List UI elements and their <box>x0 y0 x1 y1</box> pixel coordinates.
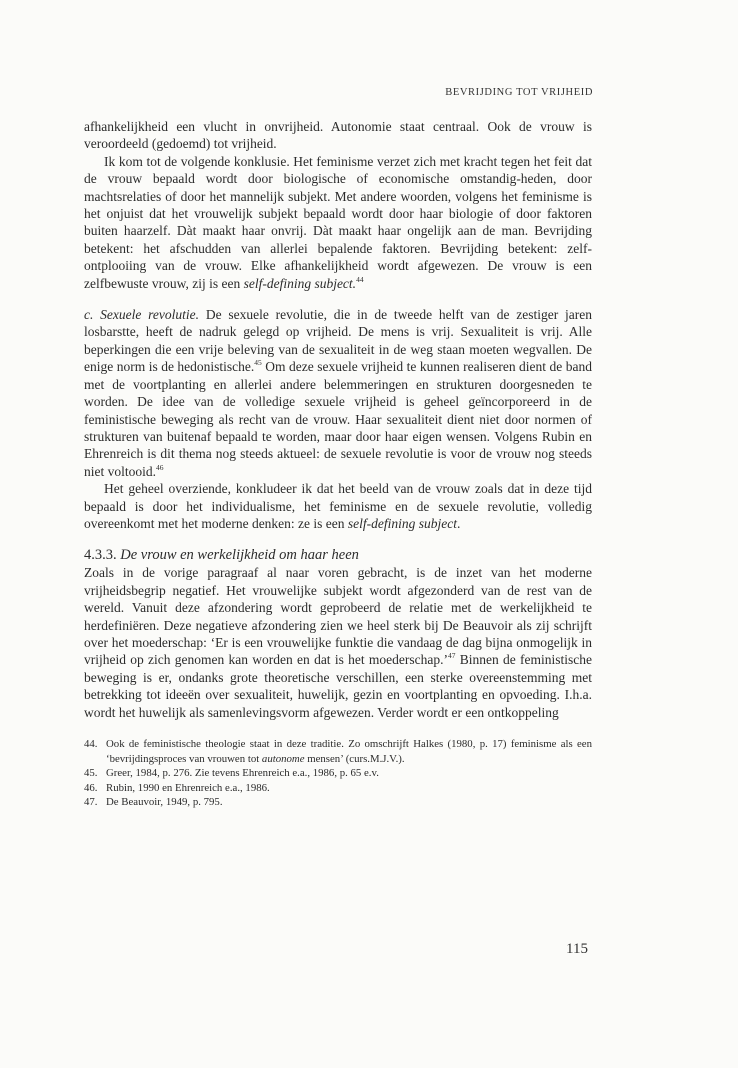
paragraph-1: afhankelijkheid een vlucht in onvrijheid. Autonomie staat centraal. Ook de vrouw is veroordeeld (gedoemd) tot vrijheid. <box>84 119 592 152</box>
paragraph-5: Zoals in de vorige paragraaf al naar voren gebracht, is de inzet van het moderne vrijheidsbegrip negatief. Het vrouwelijke subjekt wordt afgezonderd van de rest van de wereld. Vanuit deze afzondering wordt geprobeerd de relatie met de werkelijkheid te herdefiniëren. Deze negatieve afzondering zien we heel sterk bij De Beauvoir als zij schrijft over het moederschap: ‘Er is een vrouwelijke funktie die vandaag de dag bijna onmogelijk in vrijheid op zich genomen kan worden en dat is het moederschap.’$^{47}$ Binnen de feministische beweging is er, ondanks grote theoretische verschillen, een sterke overeenstemming met betrekking tot ideeën over sexualiteit, huwelijk, gezin en voortplanting en opvoeding. I.h.a. wordt het huwelijk als samenlevingsvorm afgewezen. Verder wordt er een ontkoppeling <box>84 565 592 720</box>
page-body <box>84 118 592 810</box>
page-number: 115 <box>566 941 588 957</box>
footnote-ref-45[interactable]: 45 <box>254 358 262 368</box>
footnote-ref-44[interactable]: 44 <box>356 274 364 284</box>
running-header: BEVRIJDING TOT VRIJHEID <box>445 87 593 98</box>
footnote-44: 44. Ook de feministische theologie staat in deze traditie. Zo omschrijft Halkes (1980, p. 17) feminisme als een ‘bevrijdingsproces van vrouwen tot autonome mensen’ (curs.M.J.V.). <box>84 738 592 765</box>
paragraph-4: Het geheel overziende, konkludeer ik dat het beeld van de vrouw zoals dat in deze tijd bepaald is door het individualisme, het feminisme en de sexuele revolutie, volledig overeenkomt met het moderne denken: ze is een self-defining subject. <box>84 481 592 531</box>
footnote-ref-47[interactable]: 47 <box>447 651 456 661</box>
footnote-ref-46[interactable]: 46 <box>156 462 164 472</box>
paragraph-3: c. Sexuele revolutie. De sexuele revolutie, die in de tweede helft van de zestiger jaren losbarstte, heeft de nadruk gelegd op vrijheid. De mens is vrij. Sexualiteit is vrij. Alle beperkingen die een vrije beleving van de sexualiteit in de weg staan moeten wegvallen. De enige norm is de hedonistische.$^{45}$ Om deze sexuele vrijheid te kunnen realiseren dient de band met de voortplanting en allerlei andere belemmeringen en strukturen doorgesneden te worden. De idee van de volledige sexuele vrijheid is geheel geïncorporeerd in de feministische beweging als recht van de vrouw. Haar sexualiteit dient niet door normen of strukturen van buitenaf bepaald te worden, maar door haar eigen wensen. Volgens Rubin en Ehrenreich is dit thema nog steeds aktueel: de sexuele revolutie is voor de vrouw nog steeds niet voltooid.$^{46}$ <box>84 307 592 479</box>
footnotes <box>84 737 592 810</box>
footnote-45: 45. Greer, 1984, p. 276. Zie tevens Ehrenreich e.a., 1986, p. 65 e.v. <box>84 767 379 780</box>
section-heading: 4.3.3. De vrouw en werkelijkheid om haar heen <box>84 547 359 564</box>
subsection-label: c. Sexuele revolutie. <box>84 307 200 323</box>
paragraph-2: Ik kom tot de volgende konklusie. Het feminisme verzet zich met kracht tegen het feit dat de vrouw bepaald wordt door biologische of economische omstandig-heden, door machtsrelaties of door het mannelijk subjekt. Met andere woorden, volgens het feminisme is het onjuist dat het vrouwelijk subjekt bepaald wordt door haar biologie of door faktoren buiten haarzelf. Dàt maakt haar onvrij. Dàt maakt haar ongelijk aan de man. Bevrijding betekent: het afschudden van allerlei bepalende faktoren. Bevrijding betekent: zelf-ontplooiing van de vrouw. Elke afhankelijkheid wordt afgewezen. De vrouw is een zelfbewuste vrouw, zij is een self-defining subject.$^{44}$ <box>84 153 592 291</box>
footnote-46: 46. Rubin, 1990 en Ehrenreich e.a., 1986. <box>84 781 270 794</box>
footnote-47: 47. De Beauvoir, 1949, p. 795. <box>84 796 223 809</box>
